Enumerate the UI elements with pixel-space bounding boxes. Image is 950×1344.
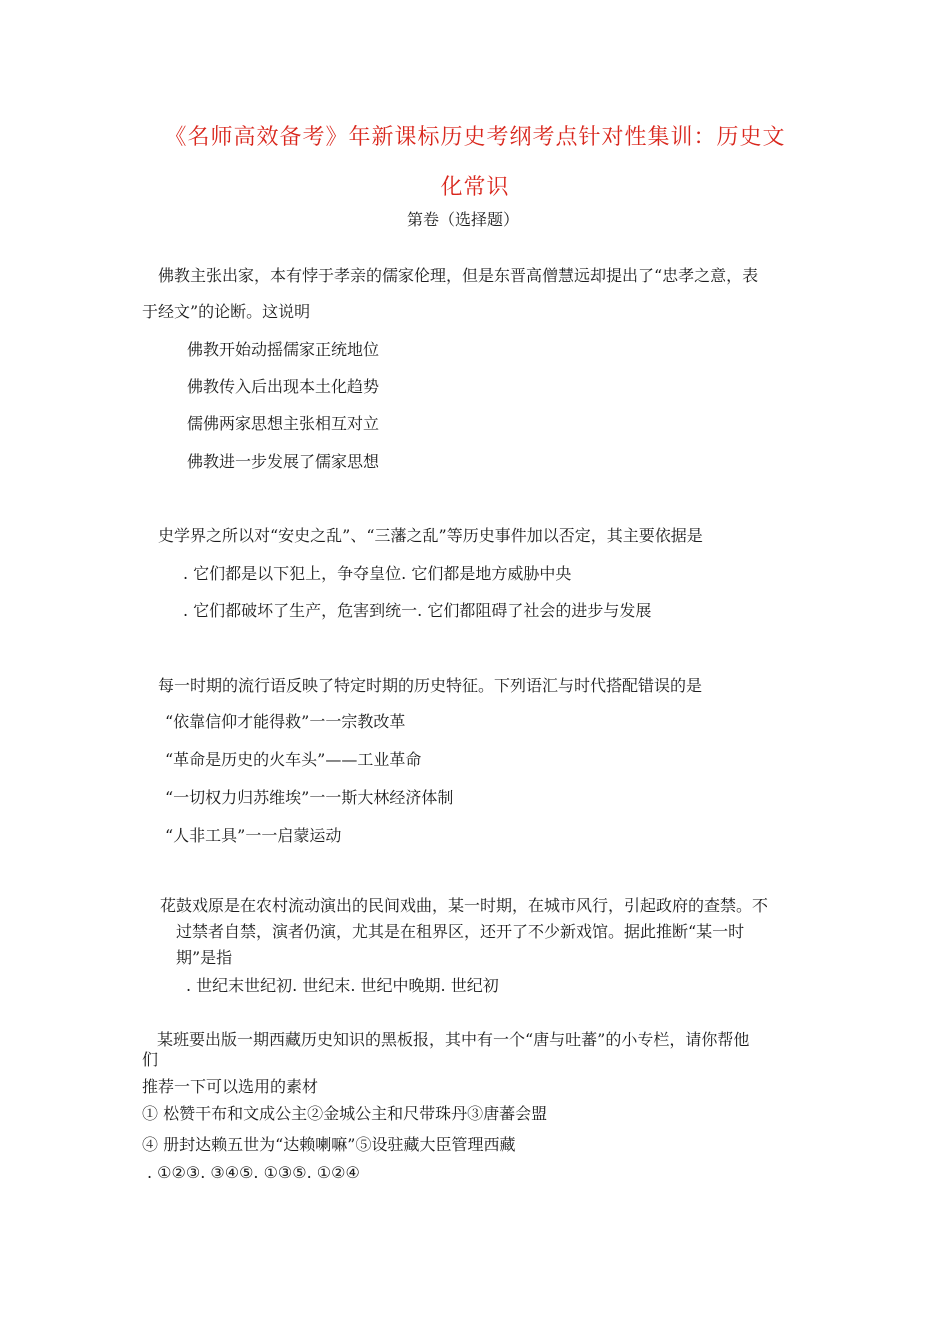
question-1-option: 儒佛两家思想主张相互对立	[187, 414, 380, 433]
question-4-option-row: . 世纪末世纪初. 世纪末. 世纪中晚期. 世纪初	[186, 976, 499, 995]
question-2-stem: 史学界之所以对“安史之乱”、“三藩之乱”等历史事件加以否定，其主要依据是	[158, 526, 703, 545]
question-4-stem-line-2: 过禁者自禁，演者仍演，尤其是在租界区，还开了不少新戏馆。据此推断“某一时	[176, 922, 745, 941]
question-2-option-row: . 它们都破坏了生产，危害到统一. 它们都阻碍了社会的进步与发展	[183, 601, 652, 620]
question-1-stem-line-1: 佛教主张出家，本有悖于孝亲的儒家伦理，但是东晋高僧慧远却提出了“忠孝之意，表	[158, 266, 759, 285]
question-3-option: “人非工具”一一启蒙运动	[165, 826, 342, 845]
document-title-line-1: 《名师高效备考》年新课标历史考纲考点针对性集训：历史文	[164, 125, 786, 150]
section-heading: 第卷（选择题）	[406, 210, 519, 229]
question-3-option: “一切权力归苏维埃”一一斯大林经济体制	[165, 788, 454, 807]
question-3-stem: 每一时期的流行语反映了特定时期的历史特征。下列语汇与时代搭配错误的是	[158, 676, 703, 695]
question-1-stem-line-2: 于经文”的论断。这说明	[142, 302, 311, 321]
question-1-option: 佛教传入后出现本土化趋势	[187, 377, 380, 396]
question-5-materials-line-2: ④ 册封达赖五世为“达赖喇嘛”⑤设驻藏大臣管理西藏	[142, 1135, 516, 1154]
question-3-option: “革命是历史的火车头”——工业革命	[165, 750, 422, 769]
question-4-stem-line-1: 花鼓戏原是在农村流动演出的民间戏曲，某一时期，在城市风行，引起政府的查禁。不	[160, 896, 769, 915]
question-1-option: 佛教开始动摇儒家正统地位	[187, 340, 380, 359]
question-3-option: “依靠信仰才能得救”一一宗教改革	[165, 712, 406, 731]
question-1-option: 佛教进一步发展了儒家思想	[187, 452, 380, 471]
question-5-stem-line-1: 某班要出版一期西藏历史知识的黑板报，其中有一个“唐与吐蕃”的小专栏，请你帮他	[157, 1030, 750, 1049]
question-2-option-row: . 它们都是以下犯上，争夺皇位. 它们都是地方威胁中央	[183, 564, 572, 583]
question-5-stem-line-3: 推荐一下可以选用的素材	[142, 1077, 319, 1096]
question-5-stem-line-2: 们	[142, 1050, 159, 1069]
question-4-stem-line-3: 期”是指	[176, 948, 233, 967]
question-5-option-row: . ①②③. ③④⑤. ①③⑤. ①②④	[147, 1163, 360, 1182]
document-title-line-2: 化常识	[440, 175, 510, 200]
question-5-materials-line-1: ① 松赞干布和文成公主②金城公主和尺带珠丹③唐蕃会盟	[142, 1104, 548, 1123]
